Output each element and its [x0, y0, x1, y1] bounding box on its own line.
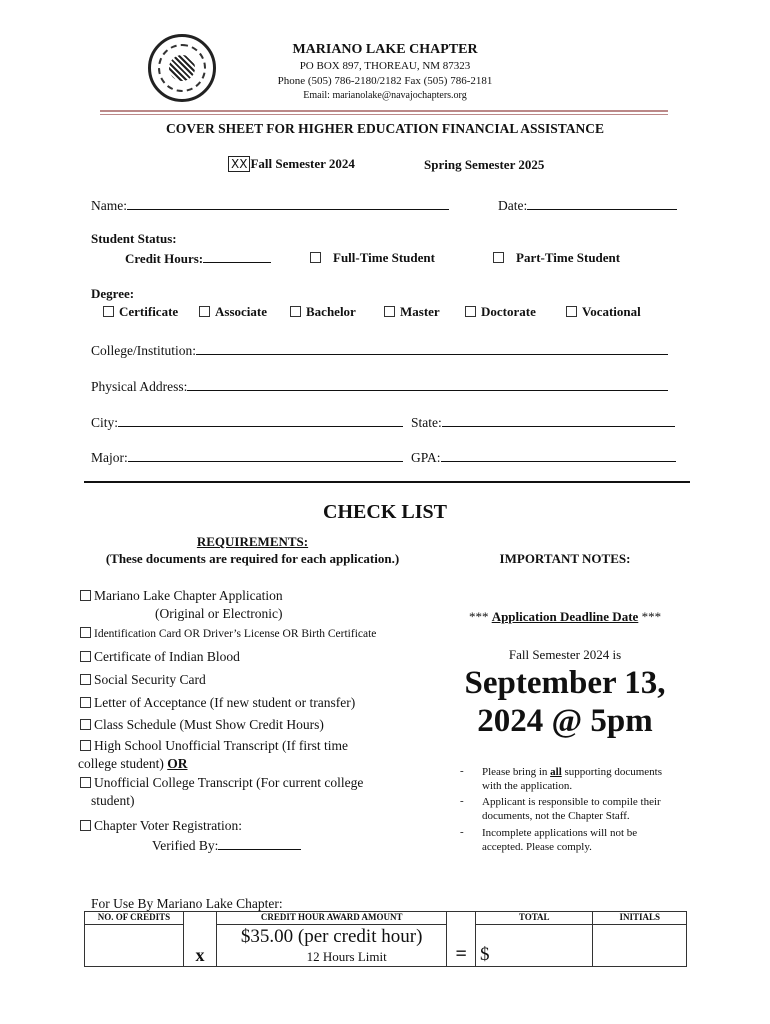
checkbox[interactable]	[80, 740, 91, 751]
deadline-banner	[445, 609, 685, 625]
deadline-label: Application Deadline Date	[491, 609, 639, 624]
page-title: COVER SHEET FOR HIGHER EDUCATION FINANCIAL ASSISTANCE	[165, 121, 605, 136]
degree-doctorate[interactable]	[465, 304, 536, 320]
credit-hours-label: Credit Hours:	[125, 251, 204, 266]
name-row	[91, 195, 449, 214]
notes-heading: IMPORTANT NOTES:	[499, 551, 631, 566]
address-field[interactable]	[187, 376, 668, 391]
fall-is-label: Fall Semester 2024 is	[508, 647, 622, 662]
org-name: MARIANO LAKE CHAPTER	[292, 42, 478, 57]
bullet-dash: -	[460, 826, 464, 838]
org-phone: Phone (505) 786-2180/2182 Fax (505) 786-2181	[277, 75, 493, 87]
full-time-label: Full-Time Student	[333, 250, 435, 265]
total-cell[interactable]	[475, 925, 593, 967]
checklist-heading: CHECK LIST	[323, 501, 447, 523]
full-time-checkbox[interactable]	[310, 252, 321, 263]
item-label: Letter of Acceptance (If new student or transfer)	[94, 695, 356, 710]
req-ssc[interactable]	[80, 672, 206, 688]
note-text: accepted. Please comply.	[482, 841, 592, 853]
note-text: with the application.	[482, 780, 573, 792]
req-schedule[interactable]	[80, 717, 324, 733]
office-use-table	[84, 911, 687, 967]
note-emphasis: all	[550, 766, 562, 778]
req-college-transcript-cont: student)	[91, 793, 135, 808]
part-time-label: Part-Time Student	[516, 250, 621, 265]
item-label: college student)	[78, 756, 164, 771]
checkbox[interactable]	[465, 306, 476, 317]
col-total-header: TOTAL	[475, 912, 593, 925]
gpa-label: GPA:	[411, 450, 441, 465]
state-label: State:	[411, 415, 442, 430]
fall-semester-option[interactable]	[228, 156, 355, 172]
checkbox[interactable]	[199, 306, 210, 317]
requirements-title: REQUIREMENTS:	[196, 534, 309, 549]
degree-vocational[interactable]	[566, 304, 641, 320]
student-status-label: Student Status:	[91, 231, 177, 246]
req-hs-transcript[interactable]	[80, 738, 348, 754]
checkbox[interactable]	[384, 306, 395, 317]
item-label: Mariano Lake Chapter Application	[94, 588, 283, 603]
credit-hours-row	[125, 250, 271, 267]
option-label: Doctorate	[481, 304, 536, 319]
state-field[interactable]	[442, 412, 675, 427]
stars: ***	[468, 609, 489, 624]
item-label: High School Unofficial Transcript (If first time	[94, 738, 348, 753]
gpa-row	[411, 447, 676, 466]
dollar-sign: $	[479, 944, 490, 965]
date-label: Date:	[498, 198, 528, 213]
degree-certificate[interactable]	[103, 304, 178, 320]
option-label: Associate	[215, 304, 267, 319]
req-chapter-application[interactable]	[80, 588, 283, 604]
major-label: Major:	[91, 450, 128, 465]
item-label: Certificate of Indian Blood	[94, 649, 240, 664]
item-label: Social Security Card	[94, 672, 206, 687]
spring-semester-option[interactable]: Spring Semester 2025	[424, 157, 545, 172]
req-college-transcript[interactable]	[80, 775, 363, 791]
city-row	[91, 412, 403, 431]
bullet-dash: -	[460, 765, 464, 777]
item-label: Identification Card OR Driver’s License OR Birth Certificate	[94, 628, 377, 640]
full-time-option[interactable]	[310, 250, 435, 266]
credit-hours-field[interactable]	[203, 250, 271, 263]
item-label: Unofficial College Transcript (For current college	[94, 775, 364, 790]
org-address: PO BOX 897, THOREAU, NM 87323	[299, 60, 471, 72]
col-credits-header: NO. OF CREDITS	[85, 912, 184, 925]
item-label: Class Schedule (Must Show Credit Hours)	[94, 717, 324, 732]
rate-value: $35.00 (per credit hour)	[240, 926, 423, 947]
checkbox[interactable]	[80, 697, 91, 708]
req-hs-transcript-cont	[78, 756, 187, 772]
part-time-option[interactable]	[493, 250, 620, 266]
major-row	[91, 447, 403, 466]
city-field[interactable]	[118, 412, 403, 427]
college-field[interactable]	[196, 340, 668, 355]
section-divider	[84, 481, 690, 483]
college-row	[91, 340, 668, 359]
city-label: City:	[91, 415, 119, 430]
req-cib[interactable]	[80, 649, 240, 665]
verified-by-field[interactable]	[218, 836, 301, 850]
requirements-subtitle: (These documents are required for each application.)	[105, 551, 400, 566]
major-field[interactable]	[128, 447, 403, 462]
fall-label: Fall Semester 2024	[250, 156, 355, 171]
header-divider-2	[100, 114, 668, 115]
req-acceptance[interactable]	[80, 695, 355, 711]
checkbox[interactable]	[566, 306, 577, 317]
note-text: supporting documents	[564, 766, 662, 778]
note-text: documents, not the Chapter Staff.	[482, 810, 630, 822]
note-incomplete	[482, 826, 692, 854]
equals-sign: =	[447, 912, 476, 967]
name-field[interactable]	[127, 195, 449, 210]
checkbox[interactable]	[80, 777, 91, 788]
stars: ***	[641, 609, 662, 624]
note-text: Incomplete applications will not be	[482, 827, 638, 839]
college-label: College/Institution:	[91, 343, 196, 358]
hours-limit: 12 Hours Limit	[306, 949, 387, 964]
office-use-label: For Use By Mariano Lake Chapter:	[91, 896, 283, 911]
org-email: Email: marianolake@navajochapters.org	[303, 90, 467, 101]
checkbox[interactable]	[80, 674, 91, 685]
checkbox[interactable]	[80, 590, 91, 601]
checkbox[interactable]	[290, 306, 301, 317]
degree-master[interactable]	[384, 304, 440, 320]
credits-cell[interactable]	[85, 925, 184, 967]
header-divider	[100, 110, 668, 112]
req-voter-registration[interactable]	[80, 818, 242, 834]
date-field[interactable]	[527, 195, 677, 210]
fall-checkbox[interactable]: XX	[228, 156, 250, 172]
address-row	[91, 376, 668, 395]
degree-bachelor[interactable]	[290, 304, 356, 320]
checkbox[interactable]	[80, 651, 91, 662]
date-row	[498, 195, 677, 214]
part-time-checkbox[interactable]	[493, 252, 504, 263]
note-text: Please bring in	[482, 766, 548, 778]
req-identification[interactable]	[80, 627, 376, 640]
deadline-date-line2: 2024 @ 5pm	[477, 703, 653, 739]
gpa-field[interactable]	[441, 447, 676, 462]
address-label: Physical Address:	[91, 379, 188, 394]
rate-cell	[216, 925, 446, 967]
item-label: Chapter Voter Registration:	[94, 818, 242, 833]
times-sign: x	[183, 912, 216, 967]
checkbox[interactable]	[80, 627, 91, 638]
note-bring-all	[482, 765, 692, 793]
deadline-date-line1: September 13,	[464, 665, 666, 701]
state-row	[411, 412, 675, 431]
col-initials-header: INITIALS	[593, 912, 687, 925]
degree-associate[interactable]	[199, 304, 267, 320]
verified-label: Verified By:	[152, 838, 219, 853]
option-label: Vocational	[582, 304, 641, 319]
req-app-note: (Original or Electronic)	[155, 606, 283, 621]
or-label: OR	[167, 756, 188, 771]
checkbox[interactable]	[80, 719, 91, 730]
note-responsible	[482, 795, 692, 823]
bullet-dash: -	[460, 795, 464, 807]
name-label: Name:	[91, 198, 127, 213]
verified-by-row	[152, 836, 301, 854]
option-label: Certificate	[119, 304, 179, 319]
initials-cell[interactable]	[593, 925, 687, 967]
col-rate-header: CREDIT HOUR AWARD AMOUNT	[216, 912, 446, 925]
note-text: Applicant is responsible to compile their	[482, 796, 661, 808]
checkbox[interactable]	[80, 820, 91, 831]
degree-label: Degree:	[91, 286, 135, 301]
checkbox[interactable]	[103, 306, 114, 317]
option-label: Bachelor	[306, 304, 356, 319]
option-label: Master	[400, 304, 440, 319]
